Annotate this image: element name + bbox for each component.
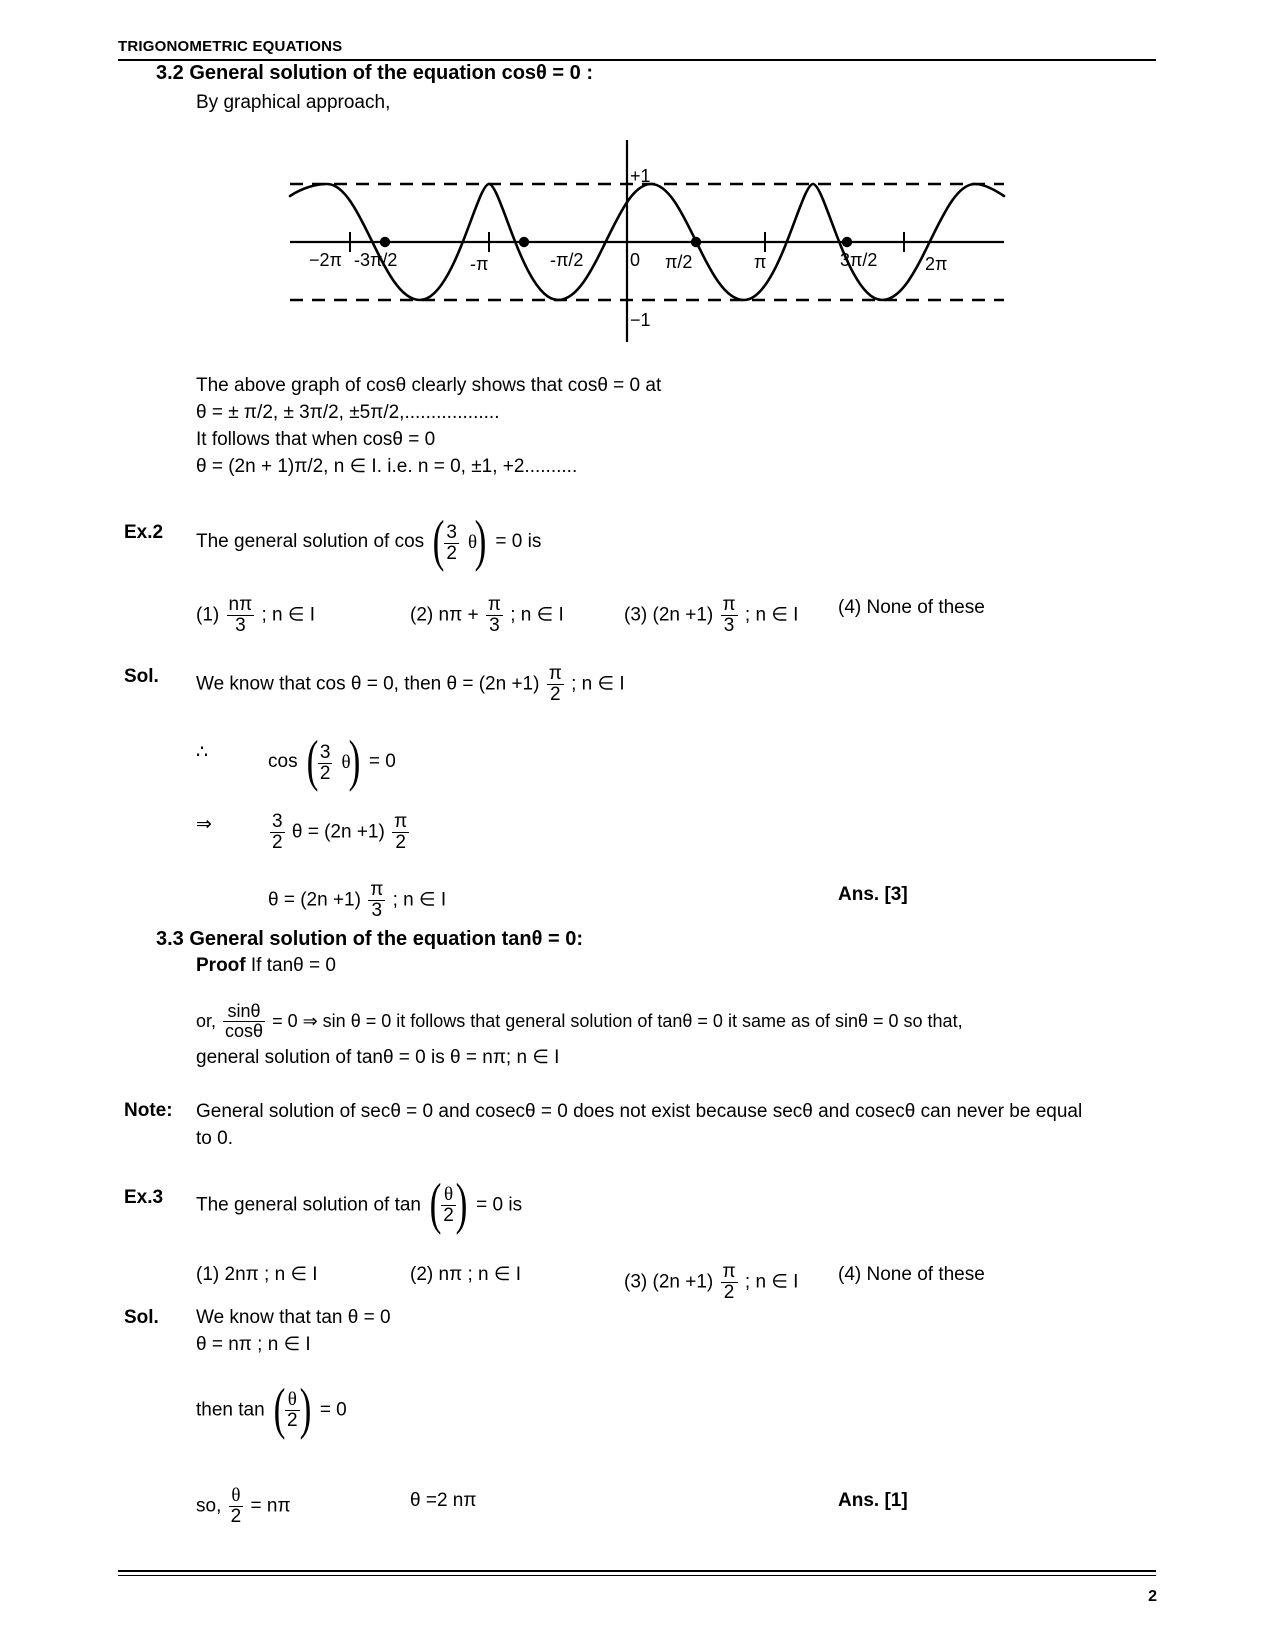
ex3-sol-line-4-suffix: = nπ xyxy=(250,1495,291,1517)
header-rule xyxy=(118,59,1156,61)
ex3-option-3-fraction xyxy=(721,1262,738,1303)
ex2-option-1[interactable] xyxy=(196,595,315,636)
ex3-option-2-prefix: nπ ; n ∈ I xyxy=(438,1264,521,1285)
running-header-title: TRIGONOMETRIC EQUATIONS xyxy=(118,38,343,55)
ex3-sol-line-3 xyxy=(196,1390,347,1431)
tan-derivation-line xyxy=(196,1002,963,1041)
explanation-line-1: The above graph of cosθ clearly shows that cosθ = 0 at xyxy=(196,375,662,396)
ex2-sol-line-1-prefix: We know that cos θ = 0, then θ = (2n +1) xyxy=(196,673,540,695)
ex2-sol-line-4-suffix: ; n ∈ I xyxy=(392,889,447,911)
ex3-sol-line-3-fraction xyxy=(285,1390,300,1431)
ex2-sol-line-1-fraction xyxy=(547,664,564,705)
ex2-therefore-symbol: ∴ xyxy=(196,742,209,763)
ex3-option-1-tag: (1) xyxy=(196,1264,220,1285)
ex2-stem-denominator: 2 xyxy=(446,542,457,564)
graph-tick-label-6: 3π/2 xyxy=(840,250,878,270)
graph-tick-label-7: 2π xyxy=(925,254,948,274)
ex3-option-3[interactable] xyxy=(624,1262,798,1303)
graph-tick-label-0: −2π xyxy=(309,250,342,270)
graph-tick-label-4: π/2 xyxy=(665,252,693,272)
ex2-sol-line-4-numerator: π xyxy=(370,879,384,900)
ex3-sol-line-4-denominator: 2 xyxy=(230,1505,242,1527)
ex3-sol-line-4 xyxy=(196,1486,291,1527)
ex3-option-4[interactable] xyxy=(838,1262,985,1288)
ex3-sol-label: Sol. xyxy=(124,1307,159,1328)
ex3-option-2[interactable] xyxy=(410,1262,521,1288)
ex3-stem-denominator: 2 xyxy=(443,1204,454,1226)
ex2-sol-line-1-suffix: ; n ∈ I xyxy=(571,673,625,695)
ex2-option-4-tag: (4) xyxy=(838,597,862,618)
ex2-sol-line-4-fraction xyxy=(368,880,385,921)
ex2-sol-line-2 xyxy=(268,740,396,784)
ex2-option-3-fraction xyxy=(721,595,738,636)
ex3-option-3-prefix: (2n +1) xyxy=(652,1271,714,1293)
ex2-stem-suffix: = 0 is xyxy=(495,530,542,552)
ex2-sol-line-2-suffix: = 0 xyxy=(368,750,396,772)
ex2-sol-line-1 xyxy=(196,664,625,705)
ex3-option-3-denominator: 2 xyxy=(721,1282,738,1303)
ex2-label: Ex.2 xyxy=(124,522,164,543)
proof-text: If tanθ = 0 xyxy=(250,955,336,976)
tan-general-solution-line: general solution of tanθ = 0 is θ = nπ; n ∈ I xyxy=(196,1047,560,1068)
tan-derivation-prefix: or, xyxy=(196,1011,217,1031)
ex2-option-1-suffix: ; n ∈ I xyxy=(261,604,315,626)
ex2-sol-line-3-middle: θ = (2n +1) xyxy=(291,821,385,843)
ex2-option-2-numerator: π xyxy=(487,594,501,615)
ex2-option-4-prefix: None of these xyxy=(866,597,985,618)
ex2-sol-line-1-numerator: π xyxy=(548,663,562,684)
graph-label-origin: 0 xyxy=(630,250,641,270)
ex2-sol-line-1-denominator: 2 xyxy=(547,684,564,705)
ex3-sol-line-3-suffix: = 0 xyxy=(319,1399,347,1421)
ex2-option-2[interactable] xyxy=(410,595,564,636)
ex2-option-2-denominator: 3 xyxy=(486,615,503,636)
ex2-sol-line-3-fraction-a xyxy=(270,812,285,853)
ex2-option-2-suffix: ; n ∈ I xyxy=(510,604,564,626)
ex2-option-3-denominator: 3 xyxy=(721,615,738,636)
section-3-3-heading: 3.3 General solution of the equation tanθ = 0: xyxy=(156,928,583,950)
ex3-sol-line-4-prefix: so, xyxy=(196,1495,222,1517)
sin-theta-numerator: sinθ xyxy=(227,1001,261,1021)
zero-dot-minus-pi-over-2 xyxy=(519,237,529,247)
ex3-stem-fraction xyxy=(441,1185,456,1226)
ex2-option-3-numerator: π xyxy=(722,594,736,615)
page-number: 2 xyxy=(1148,1588,1157,1605)
ex3-option-3-suffix: ; n ∈ I xyxy=(744,1271,799,1293)
ex2-sol-line-3-numerator-a: 3 xyxy=(272,811,283,832)
ex3-option-3-numerator: π xyxy=(722,1261,736,1282)
ex2-sol-line-3-fraction-b xyxy=(392,812,409,853)
graph-tick-label-1: -3π/2 xyxy=(354,250,398,270)
ex3-sol-line-3-numerator: ( θ xyxy=(287,1389,297,1410)
graph-label-plus-one: +1 xyxy=(630,166,651,186)
ex3-sol-line-4-numerator: θ xyxy=(231,1485,241,1506)
zero-dot-pi-over-2 xyxy=(691,237,701,247)
ex3-option-1[interactable] xyxy=(196,1262,318,1288)
ex2-option-1-tag: (1) xyxy=(196,604,220,626)
ex2-stem-prefix: The general solution of cos xyxy=(196,530,425,552)
ex2-option-1-fraction xyxy=(227,595,255,636)
explanation-line-2: θ = ± π/2, ± 3π/2, ±5π/2,.................. xyxy=(196,402,500,423)
proof-line xyxy=(196,953,336,979)
ex2-sol-label: Sol. xyxy=(124,666,159,687)
graph-tick-label-3: -π/2 xyxy=(550,250,584,270)
zero-dot-3pi-over-2 xyxy=(842,237,852,247)
ex2-sol-line-2-prefix: cos xyxy=(268,750,298,772)
ex3-sol-line-3-denominator: 2 xyxy=(286,1409,298,1431)
ex2-stem-theta: θ xyxy=(468,532,478,554)
ex2-sol-line-2-parenthesis xyxy=(303,740,364,784)
footer-rule-top xyxy=(118,1570,1156,1572)
ex2-option-2-tag: (2) xyxy=(410,604,434,626)
ex3-option-3-tag: (3) xyxy=(624,1271,648,1293)
ex2-sol-line-3-denominator-b: 2 xyxy=(392,832,409,853)
ex3-sol-line-1: We know that tan θ = 0 xyxy=(196,1307,391,1328)
graph-tick-label-2: -π xyxy=(470,254,489,274)
running-header xyxy=(118,38,1078,56)
ex2-stem xyxy=(196,520,541,564)
ex2-option-1-numerator: nπ xyxy=(228,594,253,615)
ex3-label: Ex.3 xyxy=(124,1187,164,1208)
ex3-stem xyxy=(196,1185,522,1226)
ex3-sol-line-3-parenthesis xyxy=(270,1390,315,1431)
ex3-option-2-tag: (2) xyxy=(410,1264,434,1285)
ex3-option-4-tag: (4) xyxy=(838,1264,862,1285)
ex3-stem-numerator: ( θ xyxy=(444,1184,454,1205)
note-label: Note: xyxy=(124,1100,173,1121)
explanation-line-4: θ = (2n + 1)π/2, n ∈ I. i.e. n = 0, ±1, +2.......... xyxy=(196,456,578,477)
cosine-graph xyxy=(282,132,1012,360)
ex2-option-2-fraction xyxy=(486,595,503,636)
proof-label: Proof xyxy=(196,955,246,976)
ex2-sol-line-3-denominator-a: 2 xyxy=(272,831,283,853)
ex3-stem-prefix: The general solution of tan xyxy=(196,1194,421,1216)
tan-derivation-rest: = 0 ⇒ sin θ = 0 it follows that general solution of tanθ = 0 it same as of sinθ = 0 so that, xyxy=(272,1011,963,1031)
ex2-option-4[interactable] xyxy=(838,595,985,621)
ex2-sol-line-3 xyxy=(268,812,411,853)
ex2-sol-line-2-fraction xyxy=(318,743,333,784)
ex2-sol-line-2-theta: θ xyxy=(341,752,351,774)
ex2-option-1-denominator: 3 xyxy=(227,615,255,636)
footer-rule-bottom xyxy=(118,1575,1156,1576)
explanation-line-3: It follows that when cosθ = 0 xyxy=(196,429,436,450)
ex2-stem-fraction xyxy=(444,523,459,564)
ex2-sol-line-2-numerator: ( 3 xyxy=(319,742,331,763)
ex3-option-4-prefix: None of these xyxy=(866,1264,985,1285)
ex2-sol-line-4-prefix: θ = (2n +1) xyxy=(268,889,361,911)
ex2-stem-parenthesis xyxy=(429,520,490,564)
ex3-sol-line-4-fraction xyxy=(229,1486,244,1527)
ex2-option-3-tag: (3) xyxy=(624,604,648,626)
ex2-sol-line-3-numerator-b: π xyxy=(394,811,408,832)
ex2-answer: Ans. [3] xyxy=(838,884,908,905)
ex3-stem-suffix: = 0 is xyxy=(476,1194,523,1216)
section-3-2-heading: 3.2 General solution of the equation cosθ = 0 : xyxy=(156,62,594,84)
sin-over-cos-fraction xyxy=(223,1002,265,1041)
note-text: General solution of secθ = 0 and cosecθ = 0 does not exist because secθ and cosecθ can never be equal to 0. xyxy=(196,1101,1083,1149)
graph-tick-label-5: π xyxy=(754,252,767,272)
ex2-implies-symbol: ⇒ xyxy=(196,814,212,835)
graph-label-minus-one: −1 xyxy=(630,310,651,330)
ex2-option-2-prefix: nπ + xyxy=(438,604,479,626)
ex3-sol-line-4-second: θ =2 nπ xyxy=(410,1490,477,1511)
ex2-option-3[interactable] xyxy=(624,595,798,636)
ex2-sol-line-2-denominator: 2 xyxy=(319,762,331,784)
ex2-sol-line-4 xyxy=(268,880,446,921)
cos-theta-denominator: cosθ xyxy=(225,1020,264,1041)
ex3-answer: Ans. [1] xyxy=(838,1490,908,1511)
ex2-option-3-prefix: (2n +1) xyxy=(652,604,714,626)
ex3-option-1-prefix: 2nπ ; n ∈ I xyxy=(224,1264,318,1285)
ex3-sol-line-3-prefix: then tan xyxy=(196,1399,265,1421)
ex3-sol-line-2: θ = nπ ; n ∈ I xyxy=(196,1334,311,1355)
ex2-option-3-suffix: ; n ∈ I xyxy=(744,604,799,626)
section-3-2-subtext: By graphical approach, xyxy=(196,92,391,113)
ex2-sol-line-4-denominator: 3 xyxy=(368,900,385,921)
zero-dot-minus-3pi-over-2 xyxy=(380,237,390,247)
ex2-stem-numerator: ( 3 xyxy=(446,522,457,543)
ex3-stem-parenthesis xyxy=(426,1185,471,1226)
